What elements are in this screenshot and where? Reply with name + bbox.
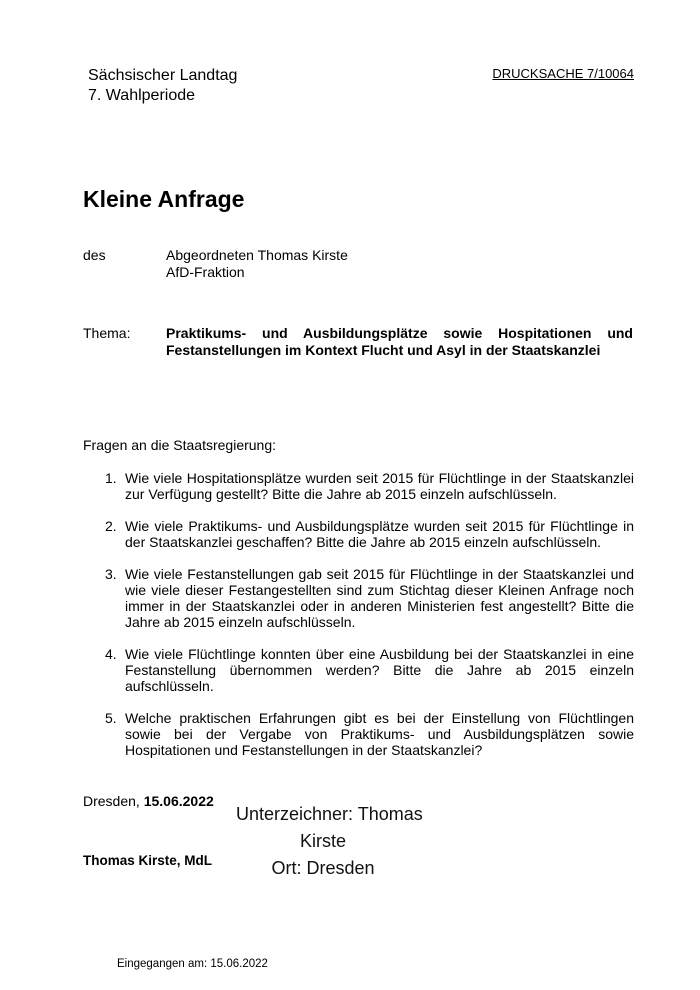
question-item xyxy=(100,518,634,550)
question-number: 4. xyxy=(105,646,117,662)
question-text: Welche praktischen Erfahrungen gibt es bei der Einstellung von Flüchtlingen sowie bei der Vergabe von Praktikums- und Ausbildungsplätzen sowie Hospitationen und Festanstellungen in der Staatskanzlei? xyxy=(125,710,634,758)
question-item xyxy=(100,566,634,630)
signature-place-line: Ort: Dresden xyxy=(271,858,375,878)
question-text: Wie viele Flüchtlinge konnten über eine Ausbildung bei der Staatskanzlei in eine Festanstellung übernommen werden? Bitte die Jahre ab 2015 einzeln aufschlüsseln. xyxy=(125,646,634,694)
header-institution-block xyxy=(88,66,237,106)
question-text: Wie viele Hospitationsplätze wurden seit 2015 für Flüchtlinge in der Staatskanzlei zur Verfügung gestellt? Bitte die Jahre ab 2015 einzeln aufschlüsseln. xyxy=(125,470,634,502)
place-date-line xyxy=(83,793,214,809)
document-title: Kleine Anfrage xyxy=(83,186,245,212)
signer-name: Thomas Kirste, MdL xyxy=(83,853,213,868)
author-label: des xyxy=(83,247,106,263)
question-item xyxy=(100,710,634,758)
questions-list xyxy=(100,470,634,774)
question-number: 1. xyxy=(105,470,117,486)
date: 15.06.2022 xyxy=(143,793,214,809)
question-number: 3. xyxy=(105,566,117,582)
question-text: Wie viele Praktikums- und Ausbildungsplätze wurden seit 2015 für Flüchtlinge in der Staatskanzlei geschaffen? Bitte die Jahre ab 2015 einzeln aufschlüsseln. xyxy=(125,518,634,550)
legislative-period: 7. Wahlperiode xyxy=(88,87,196,104)
author-faction: AfD-Fraktion xyxy=(166,264,245,280)
topic-text xyxy=(166,325,633,359)
question-item xyxy=(100,470,634,502)
question-number: 2. xyxy=(105,518,117,534)
signature-name-line: Kirste xyxy=(299,831,346,851)
received-date: Eingegangen am: 15.06.2022 xyxy=(117,958,268,970)
questions-heading: Fragen an die Staatsregierung: xyxy=(83,437,277,453)
author-block xyxy=(166,247,348,281)
topic-line-2: Festanstellungen im Kontext Flucht und Asyl in der Staatskanzlei xyxy=(166,342,601,358)
author-name: Abgeordneten Thomas Kirste xyxy=(166,247,348,263)
electronic-signature-stamp xyxy=(236,800,423,885)
institution-name: Sächsischer Landtag xyxy=(88,67,238,84)
question-number: 5. xyxy=(105,710,117,726)
place: Dresden, xyxy=(83,793,144,809)
topic-label: Thema: xyxy=(83,325,131,341)
question-item xyxy=(100,646,634,694)
drucksache-number: DRUCKSACHE 7/10064 xyxy=(492,66,634,81)
question-text: Wie viele Festanstellungen gab seit 2015 für Flüchtlinge in der Staatskanzlei und wie viele dieser Festangestellten sind zum Stichtag dieser Kleinen Anfrage noch immer in der Staatskanzlei oder in anderen Ministerien fest angestellt? Bitte die Jahre ab 2015 einzeln aufschlüsseln. xyxy=(125,566,634,630)
topic-line-1: Praktikums- und Ausbildungsplätze sowie Hospitationen und xyxy=(166,325,633,341)
signature-signer-line: Unterzeichner: Thomas xyxy=(236,804,423,824)
